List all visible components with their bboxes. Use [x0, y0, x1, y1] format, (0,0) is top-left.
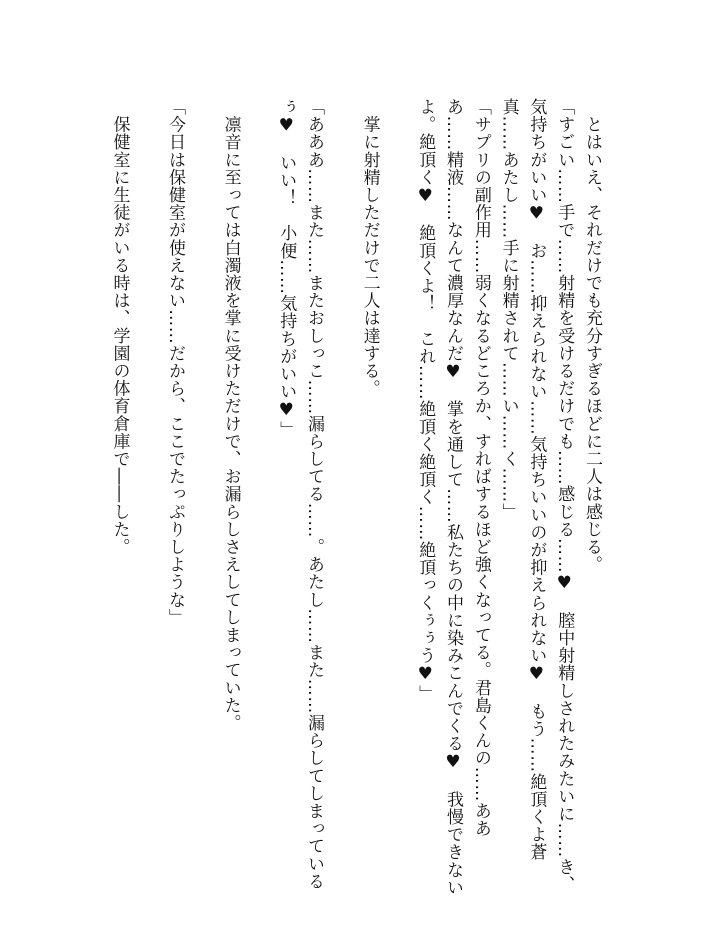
- text-line: 「今日は保健室が使えない……だから、ここでたっぷりしような」: [165, 98, 186, 626]
- text-line: 凛音に至っては白濁液を掌に受けただけで、お漏らしさえしてしまっていた。: [220, 98, 241, 732]
- text-line: 「サプリの副作用……弱くなるどころか、すればするほど強くなってる。君島くんの……ああ: [470, 98, 491, 838]
- text-line: 「すごい……手で……射精を受けるだけでも……感じる……♥ 膣中射精しされたみたいに……き、: [554, 98, 575, 893]
- text-line: 気持ちがいい♥ お……抑えられない……気持ちいいのが抑えられない♥ もう……絶頂くよ蒼: [526, 98, 547, 861]
- text-line: 真……あたし……手に射精されて……い……く……」: [498, 98, 519, 521]
- text-line: あ……精液……なんて濃厚なんだ♥ 掌を通して……私たちの中に染みこんでくる♥ 我慢できない: [443, 98, 464, 896]
- blank-line: [383, 98, 411, 868]
- blank-line: [188, 98, 216, 868]
- text-line: 保健室に生徒がいる時は、学園の体育倉庫で――した。: [109, 98, 130, 556]
- blank-line: [132, 98, 160, 868]
- text-line: よ。絶頂く♥ 絶頂くよ！ これ……絶頂く絶頂く……絶頂っくぅぅう♥」: [415, 98, 436, 703]
- text-line: とはいえ、それだけでも充分すぎるほどに二人は感じる。: [582, 98, 602, 574]
- vertical-text-body: [105, 98, 605, 896]
- blank-line: [244, 98, 272, 868]
- blank-line: [327, 98, 355, 868]
- text-line: ぅ♥ いい！ 小便……気持ちがいい♥」: [276, 98, 297, 439]
- text-line: 掌に射精しただけで二人は達する。: [359, 98, 380, 398]
- text-line: 「あああ……また……またおしっこ……漏らしてる……。あたし……また……漏らしてしまっている: [304, 98, 325, 890]
